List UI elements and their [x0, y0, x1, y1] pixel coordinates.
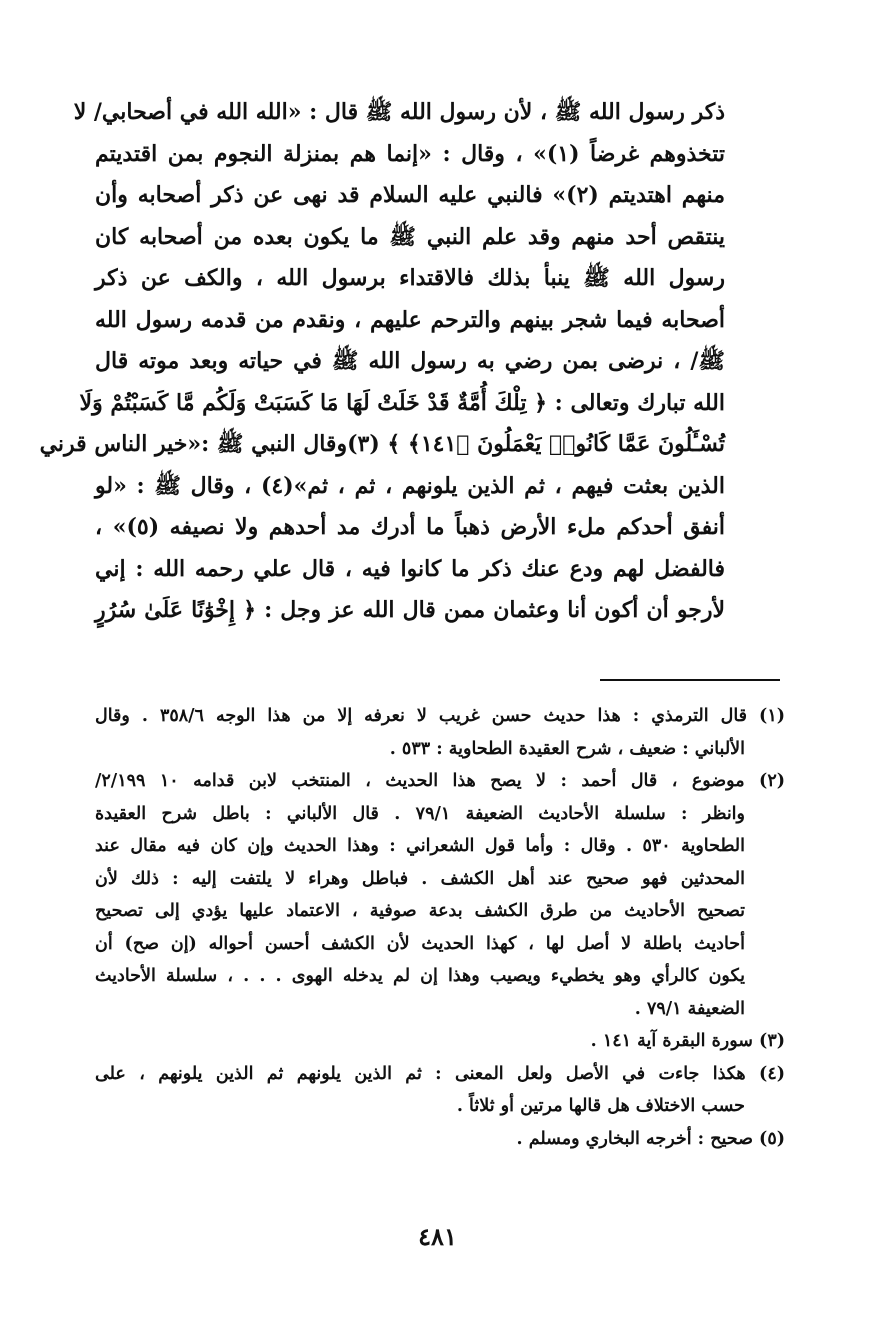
- footnote-line: الألباني : ضعيف ، شرح العقيدة الطحاوية : ٥٣٣ .: [389, 738, 745, 759]
- main-text-line: ذكر رسول الله ﷺ ، لأن رسول الله ﷺ قال : «الله الله في أصحابي/ لا: [73, 99, 725, 125]
- main-text-line: ينتقص أحد منهم وقد علم النبي ﷺ ما يكون بعده من أصحابه كان: [95, 223, 725, 250]
- footnote-line: يكون كالرأي وهو يخطيء ويصيب وهذا إن لم يدخله الهوى . . . ، سلسلة الأحاديث: [95, 966, 745, 986]
- footnote-line: حسب الاختلاف هل قالها مرتين أو ثلاثاً .: [456, 1096, 745, 1116]
- footnote-line: المحدثين فهو صحيح عند أهل الكشف . فباطل وهراء لا يلتفت إليه : ذلك لأن: [95, 868, 745, 889]
- page-number: ٤٨١: [418, 1222, 457, 1251]
- footnote-separator: [600, 679, 780, 681]
- main-text-line: فالفضل لهم ودع عنك ذكر ما كانوا فيه ، قال علي رحمه الله : إني: [95, 555, 725, 582]
- main-text-line: تتخذوهم غرضاً (١)» ، وقال : «إنما هم بمنزلة النجوم بمن اقتديتم: [95, 140, 726, 167]
- main-text-line: لأرجو أن أكون أنا وعثمان ممن قال الله عز وجل : ﴿ إِخْوَٰنًا عَلَىٰ سُرُرٍ: [95, 597, 725, 623]
- footnote-line: وانظر : سلسلة الأحاديث الضعيفة ٧٩/١ . قال الألباني : باطل شرح العقيدة: [95, 803, 745, 824]
- footnote-5: [95, 1123, 785, 1156]
- footnotes: [95, 700, 785, 1155]
- main-text-line: رسول الله ﷺ ينبأ بذلك فالاقتداء برسول الله ، والكف عن ذكر: [95, 265, 725, 291]
- main-text-line: أصحابه فيما شجر بينهم والترحم عليهم ، ونقدم من قدمه رسول الله: [95, 306, 725, 333]
- footnote-line: (٣) سورة البقرة آية ١٤١ .: [590, 1031, 785, 1051]
- main-text-line: الله تبارك وتعالى : ﴿ تِلْكَ أُمَّةٌ قَدْ خَلَتْ لَهَا مَا كَسَبَتْ وَلَكُم مَّا كَسَبْتُمْ وَلَا: [79, 389, 725, 416]
- footnote-2: [95, 765, 785, 1025]
- footnote-4: [95, 1058, 785, 1123]
- footnote-line: (١) قال الترمذي : هذا حديث حسن غريب لا نعرفه إلا من هذا الوجه ٣٥٨/٦ . وقال: [95, 706, 785, 726]
- footnote-line: (٥) صحيح : أخرجه البخاري ومسلم .: [516, 1128, 785, 1149]
- main-text: [39, 92, 726, 632]
- footnote-line: (٢) موضوع ، قال أحمد : لا يصح هذا الحديث ، المنتخب لابن قدامه ١٠ ٢/١٩٩/: [95, 771, 786, 791]
- footnote-line: الطحاوية ٥٣٠ . وقال : وأما قول الشعراني : وهذا الحديث وإن كان فيه مقال عند: [95, 836, 745, 856]
- main-text-line: ﷺ/ ، نرضى بمن رضي به رسول الله ﷺ في حياته وبعد موته قال: [95, 348, 725, 374]
- main-text-line: تُسْـَٔلُونَ عَمَّا كَانُوا۟ يَعْمَلُونَ ﴿١٤١﴾ ﴾ (٣)وقال النبي ﷺ :«خير الناس قرني: [39, 431, 725, 457]
- footnote-1: [95, 700, 785, 765]
- footnote-line: أحاديث باطلة لا أصل لها ، كهذا الحديث لأن الكشف أحسن أحواله (إن صح) أن: [95, 933, 745, 954]
- footnote-3: [95, 1025, 785, 1058]
- page-body: [39, 92, 726, 632]
- footnote-line: (٤) هكذا جاءت في الأصل ولعل المعنى : ثم الذين يلونهم ثم الذين يلونهم ، على: [95, 1063, 785, 1084]
- footnote-line: الضعيفة ٧٩/١ .: [634, 998, 745, 1019]
- main-text-line: أنفق أحدكم ملء الأرض ذهباً ما أدرك مد أحدهم ولا نصيفه (٥)» ،: [95, 514, 725, 540]
- main-text-line: منهم اهتديتم (٢)» فالنبي عليه السلام قد نهى عن ذكر أصحابه وأن: [95, 182, 725, 208]
- footnote-line: تصحيح الأحاديث من طرق الكشف بدعة صوفية ، الاعتماد عليها يؤدي إلى تصحيح: [95, 901, 745, 921]
- main-text-line: الذين بعثت فيهم ، ثم الذين يلونهم ، ثم ، ثم»(٤) ، وقال ﷺ : «لو: [95, 472, 725, 499]
